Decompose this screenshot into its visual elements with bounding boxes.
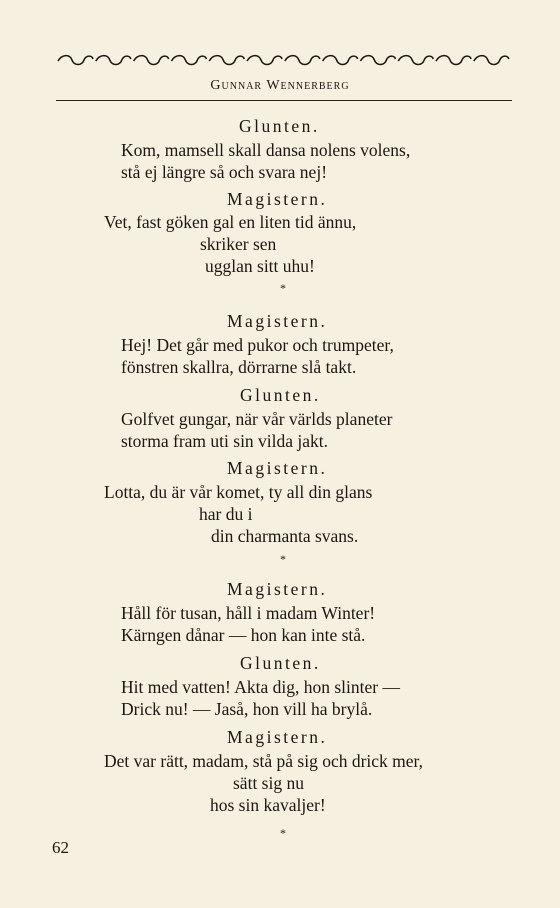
verse-line: Drick nu! — Jaså, hon vill ha brylå. xyxy=(121,699,373,719)
verse-line: storma fram uti sin vilda jakt. xyxy=(121,431,329,451)
speaker-label: Glunten. xyxy=(240,385,321,405)
verse-line: Håll för tusan, håll i madam Winter! xyxy=(121,603,376,623)
speaker-label: Magistern. xyxy=(227,311,328,331)
ornament-swirl xyxy=(360,56,395,65)
header-rule xyxy=(56,100,512,101)
speaker-label: Magistern. xyxy=(227,189,328,209)
verse-line: skriker sen xyxy=(200,234,277,254)
verse-line: Det var rätt, madam, stå på sig och drick mer, xyxy=(104,751,424,771)
ornament-swirl xyxy=(96,56,131,65)
verse-line: Kom, mamsell skall dansa nolens volens, xyxy=(121,140,411,160)
verse-line: har du i xyxy=(199,504,253,524)
ornament-swirl xyxy=(134,56,169,65)
verse-line: Hit med vatten! Akta dig, hon slinter — xyxy=(121,677,400,697)
ornament-swirl xyxy=(58,56,93,65)
verse-line: Golfvet gungar, när vår världs planeter xyxy=(121,409,393,429)
verse-line: Vet, fast göken gal en liten tid ännu, xyxy=(104,212,357,232)
ornament-swirl xyxy=(285,56,320,65)
ornament-swirl xyxy=(209,56,244,65)
speaker-label: Magistern. xyxy=(227,579,328,599)
section-separator: * xyxy=(280,826,286,840)
ornament-swirl xyxy=(398,56,433,65)
verse-line: Kärngen dånar — hon kan inte stå. xyxy=(121,625,366,645)
ornament-swirl xyxy=(171,56,206,65)
ornament-swirl xyxy=(474,56,509,65)
decorative-border-ornament xyxy=(56,52,512,70)
verse-line: Lotta, du är vår komet, ty all din glans xyxy=(104,482,373,502)
page-number: 62 xyxy=(52,838,69,857)
speaker-label: Magistern. xyxy=(227,727,328,747)
verse-line: fönstren skallra, dörrarne slå takt. xyxy=(121,357,357,377)
section-separator: * xyxy=(280,552,286,566)
verse-line: din charmanta svans. xyxy=(211,526,359,546)
section-separator: * xyxy=(280,281,286,295)
verse-line: Hej! Det går med pukor och trumpeter, xyxy=(121,335,394,355)
running-head: Gunnar Wennerberg xyxy=(210,78,350,93)
verse-line: hos sin kavaljer! xyxy=(210,795,326,815)
speaker-label: Glunten. xyxy=(240,653,321,673)
verse-line: stå ej längre så och svara nej! xyxy=(121,162,328,182)
ornament-swirl xyxy=(323,56,358,65)
speaker-label: Magistern. xyxy=(227,458,328,478)
ornament-swirl xyxy=(436,56,471,65)
verse-line: ugglan sitt uhu! xyxy=(205,256,315,276)
speaker-label: Glunten. xyxy=(239,116,320,136)
verse-line: sätt sig nu xyxy=(233,773,304,793)
ornament-swirl xyxy=(247,56,282,65)
